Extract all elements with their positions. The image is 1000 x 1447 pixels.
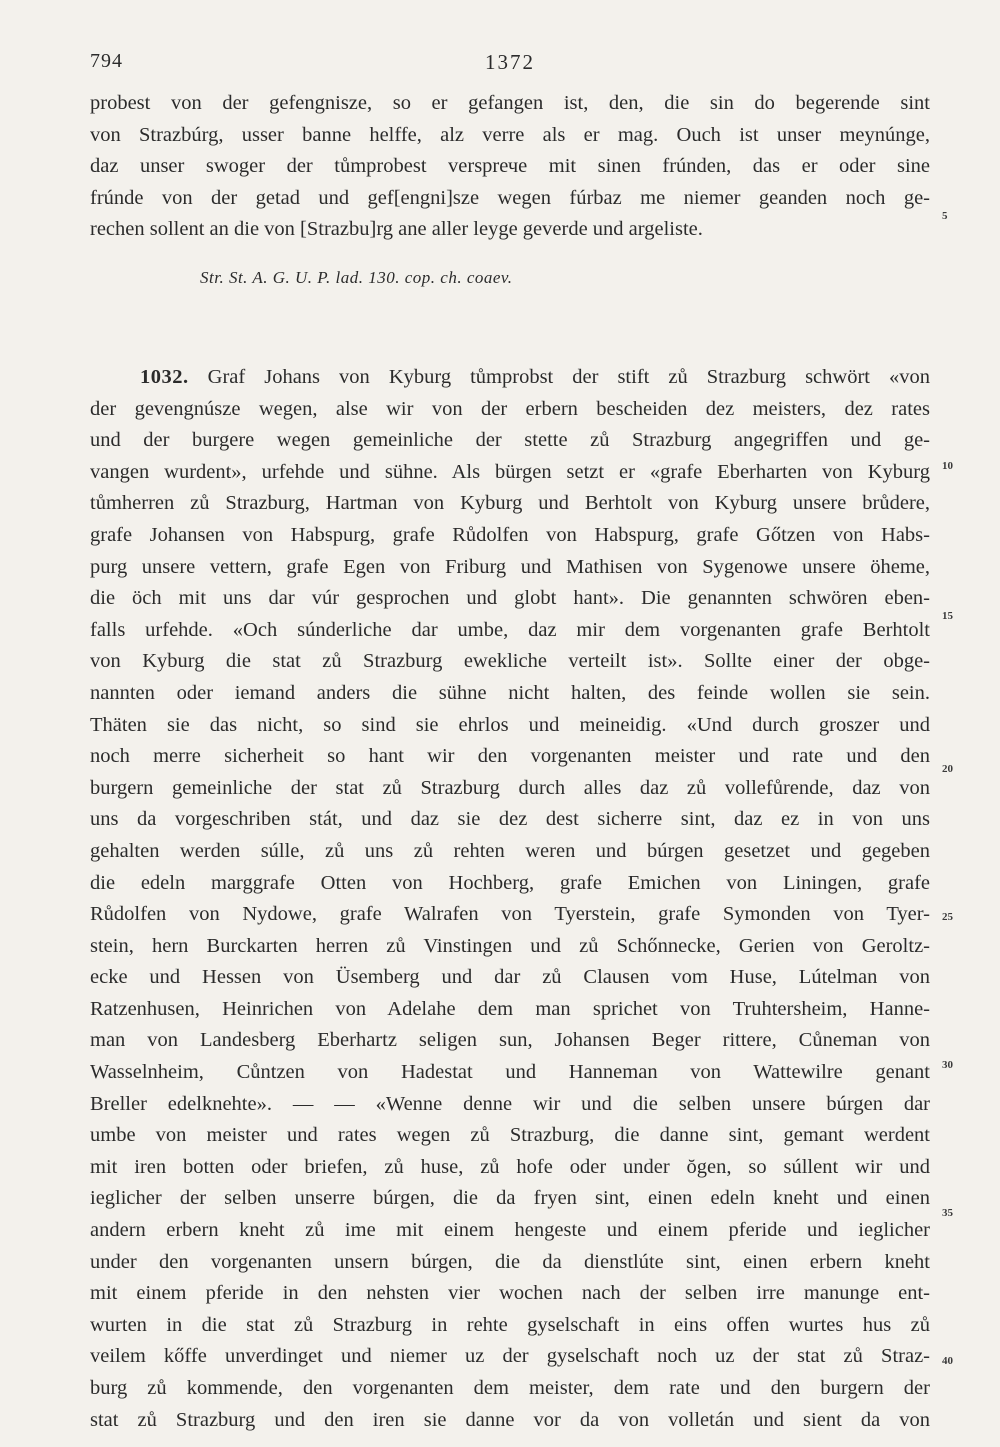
text-line: ieglicher der selben unserre búrgen, die da fryen sint, einen edeln kneht und einen <box>90 1187 930 1210</box>
text-line: stat zů Strazburg und den iren sie danne vor da von volletán und sient da von <box>90 1408 930 1431</box>
entry-first-line <box>90 362 930 394</box>
text-line: daz unser swoger der tůmprobest versprече mit sinen frúnden, das er oder sine <box>90 155 930 178</box>
entry-first-line-text: Graf Johans von Kyburg tůmprobst der stift zů Strazburg schwört «von <box>207 366 930 388</box>
line-number-marker: 40 <box>942 1355 953 1367</box>
continued-text <box>90 88 930 246</box>
entry-1032 <box>90 362 930 1436</box>
line-number-marker: 5 <box>942 210 948 222</box>
text-line: andern erbern kneht zů ime mit einem hengeste und einem pferide und ieglicher <box>90 1219 930 1242</box>
text-line: Breller edelknehte». — — «Wenne denne wir und die selben unsere búrgen dar <box>90 1092 930 1115</box>
text-line: von Strazbúrg, usser banne helffe, alz verre als er mag. Ouch ist unser meynúnge, <box>90 123 930 146</box>
line-number-marker: 35 <box>942 1207 953 1219</box>
line-number-marker: 10 <box>942 460 953 472</box>
text-line: und der burgere wegen gemeinliche der stette zů Strazburg angegriffen und ge- <box>90 429 930 452</box>
text-line: Wasselnheim, Cůntzen von Hadestat und Hanneman von Wattewilre genant <box>90 1061 930 1084</box>
text-line: Růdolfen von Nydowe, grafe Walrafen von Tyerstein, grafe Symonden von Tyer- <box>90 903 930 926</box>
page-header <box>90 50 930 80</box>
text-line: wurten in die stat zů Strazburg in rehte gyselschaft in eins offen wurtes hus zů <box>90 1313 930 1336</box>
text-line: noch merre sicherheit so hant wir den vorgenanten meister und rate und den <box>90 745 930 768</box>
text-line: man von Landesberg Eberhartz seligen sun, Johansen Beger rittere, Cůneman von <box>90 1029 930 1052</box>
text-line: tůmherren zů Strazburg, Hartman von Kyburg und Berhtolt von Kyburg unsere brůdere, <box>90 492 930 515</box>
text-line: grafe Johansen von Habspurg, grafe Růdolfen von Habspurg, grafe Gőtzen von Habs- <box>90 523 930 546</box>
text-line: frúnde von der getad und gef[engni]sze wegen fúrbaz me niemer geanden noch ge- <box>90 186 930 209</box>
line-number-marker: 25 <box>942 911 953 923</box>
text-line: mit iren botten oder briefen, zů huse, zů hofe oder under ŏgen, so súllent wir und <box>90 1155 930 1178</box>
text-line: mit einem pferide in den nehsten vier wochen nach der selben irre manunge ent- <box>90 1282 930 1305</box>
text-line: von Kyburg die stat zů Strazburg ewekliche verteilt ist». Sollte einer der obge- <box>90 650 930 673</box>
text-line: nannten oder iemand anders die sühne nicht halten, des feinde wollen sie sein. <box>90 681 930 704</box>
text-line: veilem kőffe unverdinget und niemer uz der gyselschaft noch uz der stat zů Straz- <box>90 1345 930 1368</box>
line-number-marker: 15 <box>942 610 953 622</box>
text-line: Ratzenhusen, Heinrichen von Adelahe dem man sprichet von Truhtersheim, Hanne- <box>90 997 930 1020</box>
year-heading: 1372 <box>485 50 535 74</box>
text-line: falls urfehde. «Och súnderliche dar umbe, daz mir dem vorgenanten grafe Berhtolt <box>90 618 930 641</box>
text-line: der gevengnúsze wegen, alse wir von der erbern bescheiden dez meisters, dez rates <box>90 397 930 420</box>
text-line: umbe von meister und rates wegen zů Strazburg, die danne sint, gemant werdent <box>90 1124 930 1147</box>
text-line: die edeln marggrafe Otten von Hochberg, grafe Emichen von Liningen, grafe <box>90 871 930 894</box>
text-line: purg unsere vettern, grafe Egen von Friburg und Mathisen von Sygenowe unsere öheme, <box>90 555 930 578</box>
text-line: rechen sollent an die von [Strazbu]rg ane aller leyge geverde und argeliste. <box>90 218 703 241</box>
text-line: uns da vorgeschriben stát, und daz sie dez dest sicherre sint, daz ez in von uns <box>90 808 930 831</box>
text-line: Thäten sie das nicht, so sind sie ehrlos und meineidig. «Und durch groszer und <box>90 713 930 736</box>
line-number-marker: 20 <box>942 763 953 775</box>
source-citation: Str. St. A. G. U. P. lad. 130. cop. ch. coaev. <box>200 268 513 287</box>
text-line: ecke und Hessen von Üsemberg und dar zů Clausen vom Huse, Lútelman von <box>90 966 930 989</box>
line-number-marker: 30 <box>942 1059 953 1071</box>
text-line: gehalten werden súlle, zů uns zů rehten weren und búrgen gesetzet und gegeben <box>90 839 930 862</box>
text-line: burg zů kommende, den vorgenanten dem meister, dem rate und den burgern der <box>90 1377 930 1399</box>
text-line: under den vorgenanten unsern búrgen, die da dienstlúte sint, einen erbern kneht <box>90 1250 930 1273</box>
entry-number: 1032. <box>140 366 189 388</box>
text-line: die öch mit uns dar vúr gesprochen und globt hant». Die genannten schwören eben- <box>90 587 930 610</box>
text-line: burgern gemeinliche der stat zů Strazburg durch alles daz zů vollefůrende, daz von <box>90 776 930 799</box>
text-line: stein, hern Burckarten herren zů Vinstingen und zů Schőnnecke, Gerien von Geroltz- <box>90 934 930 957</box>
page-number: 794 <box>90 50 123 72</box>
text-line: vangen wurdent», urfehde und sühne. Als bürgen setzt er «grafe Eberharten von Kyburg <box>90 460 930 483</box>
text-line: probest von der gefengnisze, so er gefangen ist, den, die sin do begerende sint <box>90 92 930 114</box>
